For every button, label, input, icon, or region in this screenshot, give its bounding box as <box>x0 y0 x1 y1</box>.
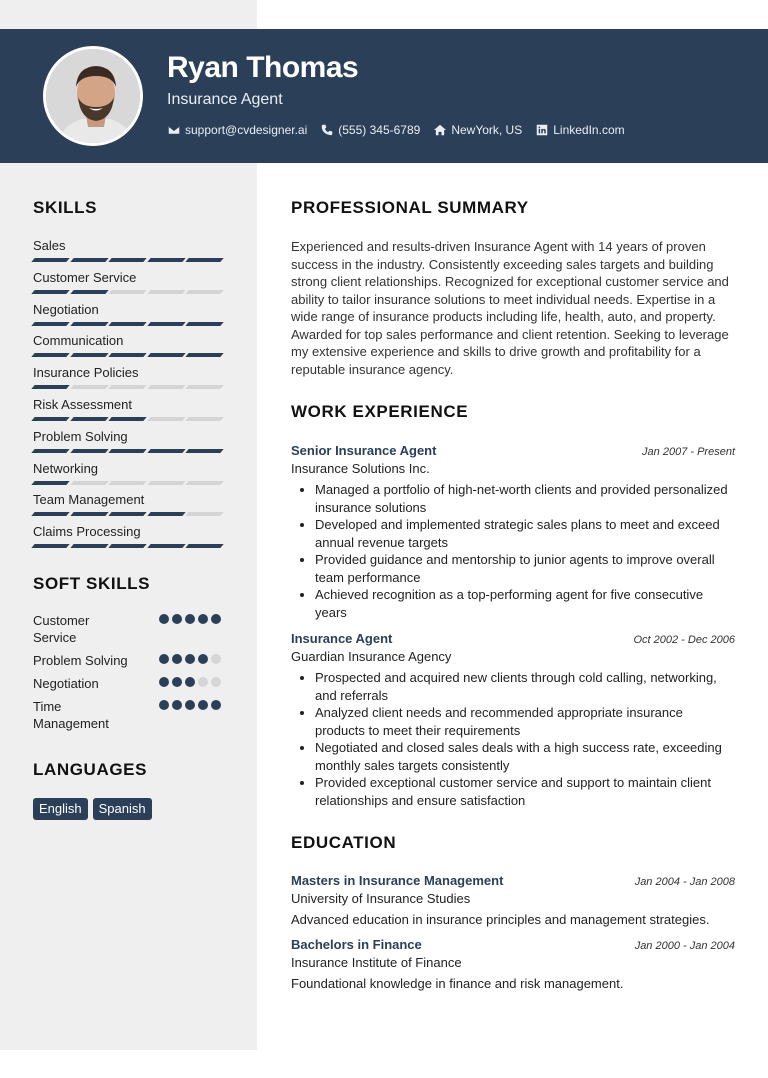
skill-level-bar <box>33 385 223 389</box>
skill-segment-filled <box>147 512 185 516</box>
rating-dot-filled <box>198 654 208 664</box>
skill-label: Communication <box>33 333 124 349</box>
education-description: Advanced education in insurance principles and management strategies. <box>291 912 710 927</box>
skill-segment-filled <box>108 417 146 421</box>
skill-segment-filled <box>70 449 108 453</box>
job-role: Senior Insurance Agent <box>291 443 437 458</box>
skill-segment-filled <box>31 449 69 453</box>
skill-segment-empty <box>185 512 223 516</box>
contact-location-text: NewYork, US <box>451 123 523 137</box>
soft-skill-item <box>33 675 223 692</box>
job-date: Oct 2002 - Dec 2006 <box>633 634 735 646</box>
rating-dot-filled <box>159 700 169 710</box>
job-bullets <box>291 669 735 809</box>
job-company: Guardian Insurance Agency <box>291 649 452 664</box>
soft-skill-label: Problem Solving <box>33 652 128 668</box>
language-badge: English <box>33 798 88 820</box>
job-company: Insurance Solutions Inc. <box>291 461 430 476</box>
skill-segment-filled <box>185 544 223 548</box>
skill-level-bar <box>33 353 223 357</box>
work-heading: WORK EXPERIENCE <box>291 402 469 421</box>
soft-skill-rating <box>159 654 221 664</box>
linkedin-icon <box>536 124 548 136</box>
languages-heading: LANGUAGES <box>33 759 148 779</box>
skill-segment-filled <box>108 353 146 357</box>
skill-label: Claims Processing <box>33 524 141 540</box>
skill-item <box>33 270 223 302</box>
skill-segment-filled <box>70 322 108 326</box>
skill-item <box>33 524 223 556</box>
rating-dot-filled <box>185 654 195 664</box>
main-content <box>291 198 735 991</box>
rating-dot-filled <box>211 700 221 710</box>
education-entry <box>291 937 735 991</box>
skill-level-bar <box>33 290 223 294</box>
rating-dot-empty <box>211 677 221 687</box>
skill-level-bar <box>33 449 223 453</box>
soft-skill-rating <box>159 614 221 624</box>
skill-segment-empty <box>70 385 108 389</box>
rating-dot-empty <box>198 677 208 687</box>
contact-phone[interactable] <box>321 123 420 137</box>
skill-segment-filled <box>147 258 185 262</box>
skill-level-bar <box>33 417 223 421</box>
skill-segment-filled <box>147 353 185 357</box>
skill-segment-filled <box>70 417 108 421</box>
rating-dot-filled <box>185 700 195 710</box>
soft-skill-label: Negotiation <box>33 675 99 691</box>
education-school: University of Insurance Studies <box>291 891 471 906</box>
job-bullet: • Achieved recognition as a top-performing agent for five consecutive years <box>315 586 735 621</box>
contact-location <box>434 123 522 137</box>
education-school: Insurance Institute of Finance <box>291 955 462 970</box>
job-date: Jan 2007 - Present <box>642 446 735 458</box>
skill-segment-empty <box>185 385 223 389</box>
skill-segment-filled <box>70 258 108 262</box>
rating-dot-empty <box>211 654 221 664</box>
skill-level-bar <box>33 544 223 548</box>
home-icon <box>434 124 446 136</box>
skill-segment-empty <box>147 481 185 485</box>
soft-skill-item <box>33 698 223 732</box>
contact-row <box>168 123 625 137</box>
soft-skills-heading: SOFT SKILLS <box>33 573 151 593</box>
skills-heading: SKILLS <box>33 198 98 217</box>
skill-label: Sales <box>33 238 66 253</box>
skill-segment-filled <box>108 322 146 326</box>
rating-dot-filled <box>159 614 169 624</box>
soft-skill-label: Time Management <box>33 698 109 731</box>
skill-label: Team Management <box>33 492 145 508</box>
skill-segment-filled <box>147 449 185 453</box>
job-entry <box>291 631 735 809</box>
education-degree: Masters in Insurance Management <box>291 873 504 888</box>
rating-dot-filled <box>198 614 208 624</box>
skill-segment-filled <box>70 353 108 357</box>
skill-item <box>33 333 223 365</box>
skill-level-bar <box>33 322 223 326</box>
skill-segment-filled <box>31 258 69 262</box>
skill-segment-empty <box>70 481 108 485</box>
rating-dot-filled <box>159 654 169 664</box>
soft-skill-rating <box>159 677 221 687</box>
skill-segment-filled <box>31 481 69 485</box>
skill-segment-filled <box>108 449 146 453</box>
job-bullet: • Analyzed client needs and recommended appropriate insurance products to meet their requirements <box>315 704 735 739</box>
skill-segment-filled <box>31 417 69 421</box>
skill-level-bar <box>33 481 223 485</box>
contact-email[interactable] <box>168 123 307 137</box>
contact-linkedin-text: LinkedIn.com <box>553 123 625 137</box>
skill-item <box>33 302 223 334</box>
skill-segment-filled <box>31 290 69 294</box>
header-banner <box>0 29 768 163</box>
skill-segment-empty <box>147 290 185 294</box>
job-bullet: • Developed and implemented strategic sales plans to meet and exceed annual revenue targets <box>315 516 735 551</box>
skill-item <box>33 461 223 493</box>
education-date: Jan 2004 - Jan 2008 <box>634 876 735 888</box>
skill-segment-filled <box>31 353 69 357</box>
skill-segment-empty <box>185 481 223 485</box>
summary-heading: PROFESSIONAL SUMMARY <box>291 198 529 217</box>
skill-label: Insurance Policies <box>33 365 139 381</box>
education-entry <box>291 873 735 927</box>
skill-segment-filled <box>31 544 69 548</box>
rating-dot-filled <box>185 614 195 624</box>
job-role: Insurance Agent <box>291 631 393 646</box>
skill-segment-filled <box>108 258 146 262</box>
job-bullet: • Provided guidance and mentorship to junior agents to improve overall team performance <box>315 551 735 586</box>
soft-skill-item <box>33 612 223 646</box>
job-bullet: • Provided exceptional customer service and support to maintain client relationships and ensure satisfaction <box>315 774 735 809</box>
skill-segment-filled <box>31 512 69 516</box>
phone-icon <box>321 124 333 136</box>
skill-segment-filled <box>185 353 223 357</box>
job-bullet: • Prospected and acquired new clients through cold calling, networking, and referrals <box>315 669 735 704</box>
skill-segment-filled <box>147 544 185 548</box>
skill-segment-empty <box>147 385 185 389</box>
skill-segment-filled <box>185 258 223 262</box>
skill-label: Customer Service <box>33 269 137 285</box>
skill-label: Networking <box>33 460 99 476</box>
rating-dot-filled <box>198 700 208 710</box>
skill-segment-filled <box>31 322 69 326</box>
avatar <box>43 46 143 146</box>
soft-skill-label: Customer Service <box>33 612 90 645</box>
skill-label: Negotiation <box>33 301 99 317</box>
rating-dot-filled <box>172 614 182 624</box>
rating-dot-filled <box>185 677 195 687</box>
rating-dot-filled <box>211 614 221 624</box>
skill-segment-filled <box>108 512 146 516</box>
candidate-title: Insurance Agent <box>167 91 283 108</box>
soft-skills-list <box>33 612 223 732</box>
languages-list <box>33 798 223 820</box>
rating-dot-filled <box>159 677 169 687</box>
skills-list <box>33 238 223 556</box>
skill-segment-empty <box>185 417 223 421</box>
soft-skill-rating <box>159 700 221 710</box>
education-date: Jan 2000 - Jan 2004 <box>634 940 735 952</box>
skill-item <box>33 397 223 429</box>
job-bullet: • Managed a portfolio of high-net-worth clients and provided personalized insurance solutions <box>315 481 735 516</box>
job-entry <box>291 443 735 621</box>
skill-segment-filled <box>70 290 108 294</box>
skill-segment-filled <box>70 512 108 516</box>
skill-segment-empty <box>108 481 146 485</box>
job-bullet: • Negotiated and closed sales deals with a high success rate, exceeding monthly sales targets consistently <box>315 739 735 774</box>
skill-item <box>33 238 223 270</box>
skill-level-bar <box>33 512 223 516</box>
skill-item <box>33 429 223 461</box>
skill-segment-empty <box>108 385 146 389</box>
skill-segment-empty <box>185 290 223 294</box>
skill-segment-filled <box>147 322 185 326</box>
skill-item <box>33 365 223 397</box>
skill-segment-empty <box>108 290 146 294</box>
skill-level-bar <box>33 258 223 262</box>
skill-item <box>33 492 223 524</box>
soft-skill-item <box>33 652 223 669</box>
education-heading: EDUCATION <box>291 833 397 852</box>
skill-segment-filled <box>70 544 108 548</box>
contact-linkedin[interactable] <box>536 123 624 137</box>
language-badge: Spanish <box>93 798 152 820</box>
rating-dot-filled <box>172 654 182 664</box>
education-degree: Bachelors in Finance <box>291 937 422 952</box>
envelope-icon <box>168 124 180 136</box>
contact-phone-text: (555) 345-6789 <box>338 123 421 137</box>
education-description: Foundational knowledge in finance and risk management. <box>291 976 624 991</box>
skill-segment-filled <box>185 322 223 326</box>
skill-segment-filled <box>108 544 146 548</box>
sidebar <box>33 198 223 820</box>
skill-segment-filled <box>185 449 223 453</box>
contact-email-text: support@cvdesigner.ai <box>185 123 308 137</box>
job-bullets <box>291 481 735 621</box>
candidate-name: Ryan Thomas <box>167 51 359 84</box>
skill-segment-empty <box>147 417 185 421</box>
skill-label: Problem Solving <box>33 428 128 444</box>
skill-segment-filled <box>31 385 69 389</box>
rating-dot-filled <box>172 700 182 710</box>
skill-label: Risk Assessment <box>33 396 132 412</box>
summary-text: Experienced and results-driven Insurance Agent with 14 years of proven success in the industry. Consistently exceeding sales targets and building strong client relationships. Recognized for exceptional customer service and ability to tailor insurance solutions to meet individual needs. Expertise in a wide range of insurance products including life, health, auto, and property. Awarded for top sales performance and client retention. Seeking to leverage my extensive experience and skills to drive growth and profitability for a reputable insurance agency. <box>291 239 729 377</box>
rating-dot-filled <box>172 677 182 687</box>
